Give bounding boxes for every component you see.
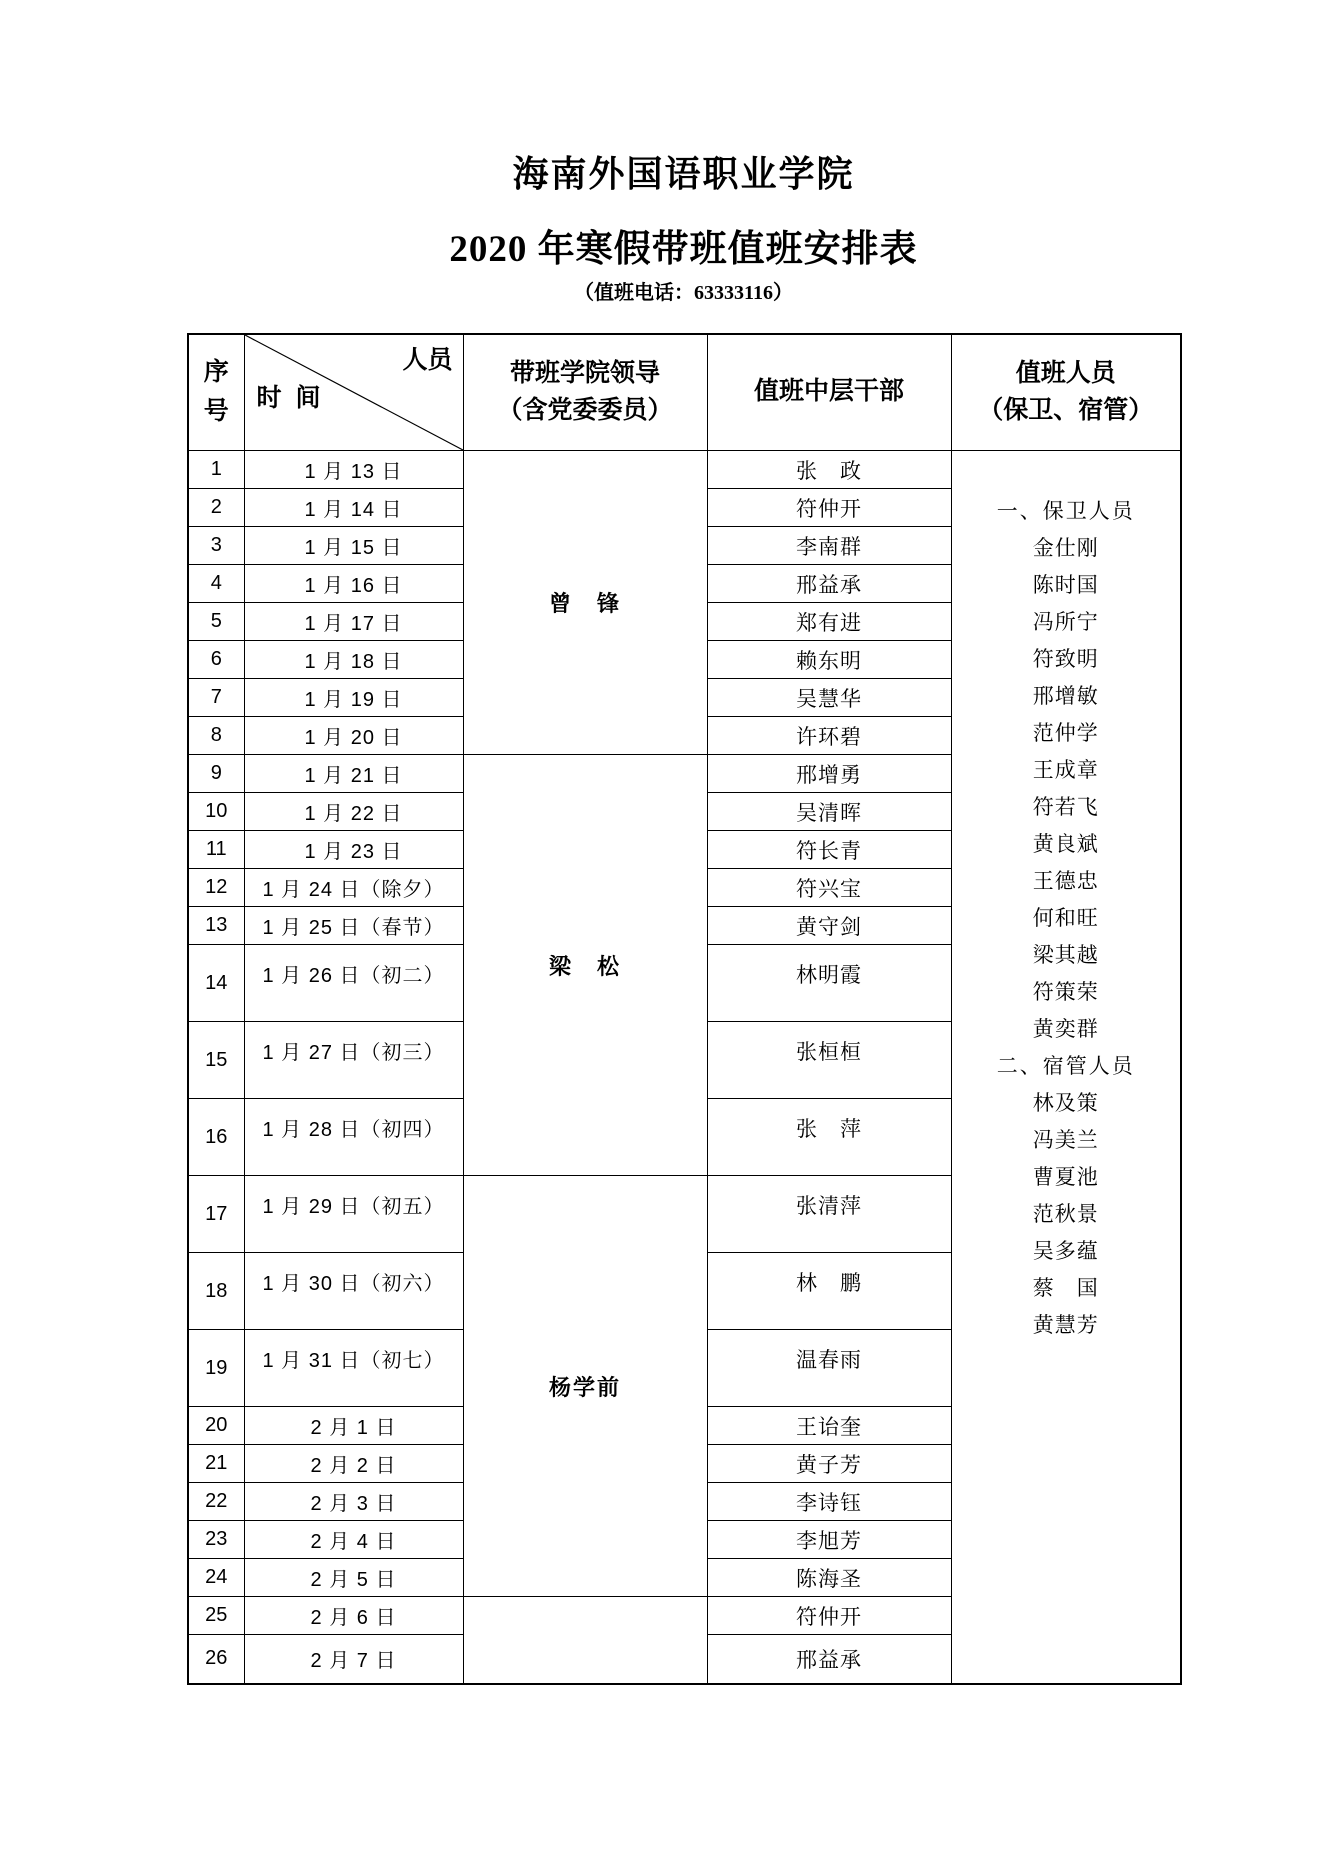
- row-number: 17: [188, 1176, 244, 1253]
- leader-cell: 曾 锋: [463, 451, 707, 755]
- duty-personnel-cell: [951, 451, 1181, 1684]
- header-cadre-label: 值班中层干部: [753, 378, 904, 406]
- duty-member: 陈时国: [1032, 573, 1099, 597]
- row-number: 21: [188, 1445, 244, 1483]
- duty-personnel-list: [952, 451, 1181, 1344]
- row-number: 3: [188, 527, 244, 565]
- leader-cell: 梁 松: [463, 755, 707, 1176]
- cadre-cell: 张 政: [707, 451, 951, 489]
- date-cell: 1 月 16 日: [244, 565, 463, 603]
- row-number: 7: [188, 679, 244, 717]
- duty-member: 冯美兰: [1032, 1128, 1099, 1152]
- row-number: 13: [188, 907, 244, 945]
- leader-cell: 杨学前: [463, 1176, 707, 1597]
- duty-member: 冯所宁: [1032, 610, 1099, 634]
- row-number: 19: [188, 1330, 244, 1407]
- row-number: 24: [188, 1559, 244, 1597]
- duty-member: 王成章: [1032, 758, 1099, 782]
- date-cell: 2 月 4 日: [244, 1521, 463, 1559]
- date-cell: 1 月 22 日: [244, 793, 463, 831]
- duty-member: 王德忠: [1032, 869, 1099, 893]
- cadre-cell: 张桓桓: [707, 1022, 951, 1099]
- leader-cell: [463, 1597, 707, 1684]
- cadre-cell: 李南群: [707, 527, 951, 565]
- row-number: 2: [188, 489, 244, 527]
- header-time-label: 时间: [256, 385, 335, 412]
- duty-member: 吴多蕴: [1032, 1239, 1099, 1263]
- cadre-cell: 邢益承: [707, 565, 951, 603]
- cadre-cell: 郑有进: [707, 603, 951, 641]
- date-cell: 2 月 7 日: [244, 1635, 463, 1684]
- cadre-cell: 王诒奎: [707, 1407, 951, 1445]
- date-cell: 1 月 26 日（初二）: [244, 945, 463, 1022]
- row-number: 5: [188, 603, 244, 641]
- cadre-cell: 吴清晖: [707, 793, 951, 831]
- row-number: 20: [188, 1407, 244, 1445]
- date-cell: 1 月 13 日: [244, 451, 463, 489]
- date-cell: 2 月 3 日: [244, 1483, 463, 1521]
- row-number: 8: [188, 717, 244, 755]
- duty-member: 梁其越: [1032, 943, 1099, 967]
- row-number: 18: [188, 1253, 244, 1330]
- cadre-cell: 赖东明: [707, 641, 951, 679]
- header-duty: [951, 334, 1181, 451]
- document-subtitle: 2020 年寒假带班值班安排表: [449, 229, 918, 270]
- row-number: 26: [188, 1635, 244, 1684]
- duty-member: 何和旺: [1032, 906, 1099, 930]
- header-seq: [188, 334, 244, 451]
- date-cell: 1 月 20 日: [244, 717, 463, 755]
- cadre-cell: 林 鹏: [707, 1253, 951, 1330]
- duty-member: 范秋景: [1032, 1202, 1099, 1226]
- cadre-cell: 李旭芳: [707, 1521, 951, 1559]
- row-number: 1: [188, 451, 244, 489]
- date-cell: 1 月 29 日（初五）: [244, 1176, 463, 1253]
- header-cadre: [707, 334, 951, 451]
- date-cell: 2 月 5 日: [244, 1559, 463, 1597]
- duty-member: 符致明: [1032, 647, 1099, 671]
- row-number: 14: [188, 945, 244, 1022]
- cadre-cell: 林明霞: [707, 945, 951, 1022]
- duty-member: 林及策: [1032, 1091, 1099, 1115]
- date-cell: 1 月 15 日: [244, 527, 463, 565]
- duty-member: 金仕刚: [1032, 536, 1099, 560]
- date-cell: 1 月 19 日: [244, 679, 463, 717]
- duty-group-title: 二、宿管人员: [996, 1054, 1135, 1078]
- duty-schedule-table: [187, 333, 1182, 1685]
- row-number: 23: [188, 1521, 244, 1559]
- cadre-cell: 邢益承: [707, 1635, 951, 1684]
- header-leader-line2: （含党委委员）: [497, 396, 673, 424]
- cadre-cell: 符长青: [707, 831, 951, 869]
- date-cell: 1 月 27 日（初三）: [244, 1022, 463, 1099]
- row-number: 22: [188, 1483, 244, 1521]
- duty-member: 符若飞: [1032, 795, 1099, 819]
- header-leader-line1: 带班学院领导: [509, 360, 660, 388]
- duty-member: 黄良斌: [1032, 832, 1099, 856]
- header-duty-line1: 值班人员: [1015, 360, 1116, 388]
- date-cell: 1 月 24 日（除夕）: [244, 869, 463, 907]
- cadre-cell: 吴慧华: [707, 679, 951, 717]
- date-cell: 2 月 6 日: [244, 1597, 463, 1635]
- cadre-cell: 符仲开: [707, 489, 951, 527]
- duty-member: 黄慧芳: [1032, 1313, 1099, 1337]
- date-cell: 1 月 28 日（初四）: [244, 1099, 463, 1176]
- cadre-cell: 许环碧: [707, 717, 951, 755]
- cadre-cell: 李诗钰: [707, 1483, 951, 1521]
- date-cell: 1 月 18 日: [244, 641, 463, 679]
- date-cell: 1 月 23 日: [244, 831, 463, 869]
- cadre-cell: 张 萍: [707, 1099, 951, 1176]
- cadre-cell: 温春雨: [707, 1330, 951, 1407]
- row-number: 10: [188, 793, 244, 831]
- cadre-cell: 邢增勇: [707, 755, 951, 793]
- duty-member: 符策荣: [1032, 980, 1099, 1004]
- cadre-cell: 黄守剑: [707, 907, 951, 945]
- row-number: 16: [188, 1099, 244, 1176]
- date-cell: 1 月 21 日: [244, 755, 463, 793]
- duty-member: 蔡 国: [1032, 1276, 1099, 1300]
- date-cell: 1 月 31 日（初七）: [244, 1330, 463, 1407]
- cadre-cell: 陈海圣: [707, 1559, 951, 1597]
- cadre-cell: 黄子芳: [707, 1445, 951, 1483]
- duty-member: 曹夏池: [1032, 1165, 1099, 1189]
- header-leader: [463, 334, 707, 451]
- duty-phone-note: （值班电话：63333116）: [574, 282, 793, 304]
- date-cell: 1 月 14 日: [244, 489, 463, 527]
- cadre-cell: 符仲开: [707, 1597, 951, 1635]
- table-row: [188, 451, 1181, 489]
- row-number: 9: [188, 755, 244, 793]
- row-number: 15: [188, 1022, 244, 1099]
- header-duty-line2: （保卫、宿管）: [978, 396, 1154, 424]
- row-number: 12: [188, 869, 244, 907]
- row-number: 11: [188, 831, 244, 869]
- date-cell: 1 月 30 日（初六）: [244, 1253, 463, 1330]
- date-cell: 1 月 25 日（春节）: [244, 907, 463, 945]
- date-cell: 2 月 1 日: [244, 1407, 463, 1445]
- header-seq-label: 序号: [203, 358, 229, 425]
- date-cell: 2 月 2 日: [244, 1445, 463, 1483]
- header-personnel-label: 人员: [402, 347, 453, 374]
- row-number: 25: [188, 1597, 244, 1635]
- row-number: 6: [188, 641, 244, 679]
- cadre-cell: 张清萍: [707, 1176, 951, 1253]
- cadre-cell: 符兴宝: [707, 869, 951, 907]
- date-cell: 1 月 17 日: [244, 603, 463, 641]
- duty-member: 黄奕群: [1032, 1017, 1099, 1041]
- duty-group-title: 一、保卫人员: [996, 499, 1135, 523]
- header-time-diagonal: [244, 334, 463, 451]
- duty-member: 范仲学: [1032, 721, 1099, 745]
- row-number: 4: [188, 565, 244, 603]
- document-title: 海南外国语职业学院: [512, 154, 855, 194]
- duty-member: 邢增敏: [1032, 684, 1099, 708]
